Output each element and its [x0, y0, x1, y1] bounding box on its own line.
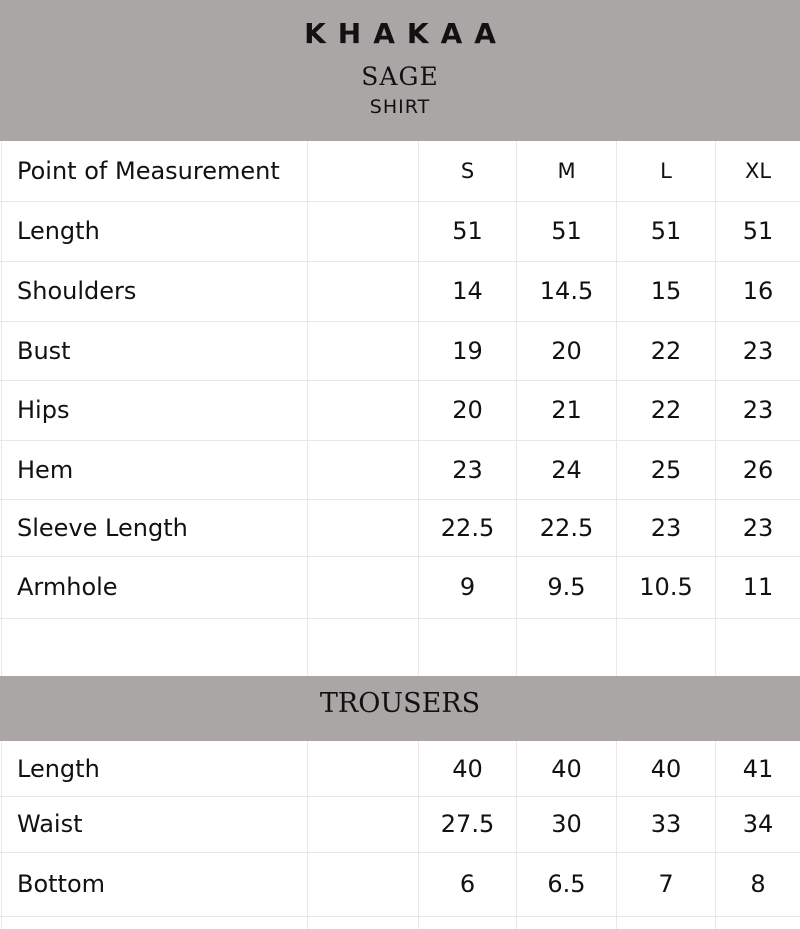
column-divider [1, 741, 2, 929]
trousers-row-value: 40 [452, 754, 483, 783]
trousers-row-value: 7 [658, 870, 674, 898]
header-size-s: S [460, 159, 475, 183]
column-divider [1, 141, 2, 676]
header-size-m: M [557, 159, 576, 183]
shirt-row-value: 22.5 [539, 513, 594, 542]
shirt-row-value: 25 [650, 455, 682, 484]
shirt-row-value: 51 [742, 217, 774, 245]
row-divider [0, 618, 800, 619]
shirt-row-value: 26 [742, 455, 774, 484]
trousers-row-value: 27.5 [440, 810, 495, 838]
shirt-row-value: 20 [551, 336, 582, 365]
shirt-row-value: 51 [551, 217, 582, 245]
shirt-row-value: 23 [742, 513, 774, 542]
shirt-row-value: 9 [459, 573, 476, 601]
shirt-row-value: 20 [452, 396, 483, 424]
row-divider [0, 916, 800, 917]
header-size-l: L [660, 159, 672, 183]
trousers-row-label: Waist [17, 810, 83, 838]
shirt-row-value: 23 [742, 396, 774, 424]
trousers-row-value: 6.5 [547, 870, 586, 898]
shirt-row-label: Length [17, 217, 100, 245]
column-divider [307, 141, 308, 676]
header-point-of-measurement: Point of Measurement [17, 157, 280, 185]
shirt-row-value: 23 [452, 455, 483, 484]
trousers-row-value: 8 [750, 870, 766, 898]
shirt-row-label: Sleeve Length [17, 513, 188, 542]
column-divider [307, 741, 308, 929]
trousers-row-value: 33 [650, 810, 682, 838]
shirt-row-value: 24 [551, 455, 582, 484]
trousers-row-value: 30 [551, 810, 582, 838]
shirt-row-label: Hips [17, 396, 70, 424]
shirt-row-value: 14.5 [539, 277, 594, 305]
trousers-row-value: 34 [742, 810, 774, 838]
shirt-row-value: 22.5 [440, 513, 495, 542]
trousers-row-value: 41 [742, 754, 774, 783]
header-size-xl: XL [744, 159, 772, 183]
product-title: SHIRT [369, 96, 431, 118]
shirt-row-value: 23 [742, 336, 774, 365]
trousers-row-label: Length [17, 754, 100, 783]
shirt-row-value: 19 [452, 336, 483, 365]
shirt-row-value: 22 [650, 396, 682, 424]
shirt-row-value: 16 [742, 277, 774, 305]
shirt-row-label: Bust [17, 336, 71, 365]
brand-logo: KHAKAA [304, 17, 508, 50]
collection-title: SAGE [361, 62, 439, 91]
trousers-row-value: 6 [459, 870, 476, 898]
shirt-row-value: 51 [452, 217, 483, 245]
shirt-row-value: 14 [452, 277, 483, 305]
shirt-row-value: 9.5 [547, 573, 586, 601]
shirt-row-value: 10.5 [639, 573, 693, 601]
shirt-row-label: Armhole [17, 573, 118, 601]
shirt-row-value: 23 [650, 513, 682, 542]
shirt-row-label: Shoulders [17, 277, 137, 305]
shirt-row-value: 15 [650, 277, 682, 305]
shirt-row-value: 11 [742, 573, 774, 601]
trousers-row-value: 40 [551, 754, 582, 783]
shirt-row-label: Hem [17, 455, 74, 484]
shirt-row-value: 51 [650, 217, 682, 245]
shirt-row-value: 22 [650, 336, 682, 365]
trousers-row-label: Bottom [17, 870, 106, 898]
trousers-title: TROUSERS [319, 688, 481, 719]
trousers-row-value: 40 [650, 754, 682, 783]
shirt-row-value: 21 [551, 396, 582, 424]
